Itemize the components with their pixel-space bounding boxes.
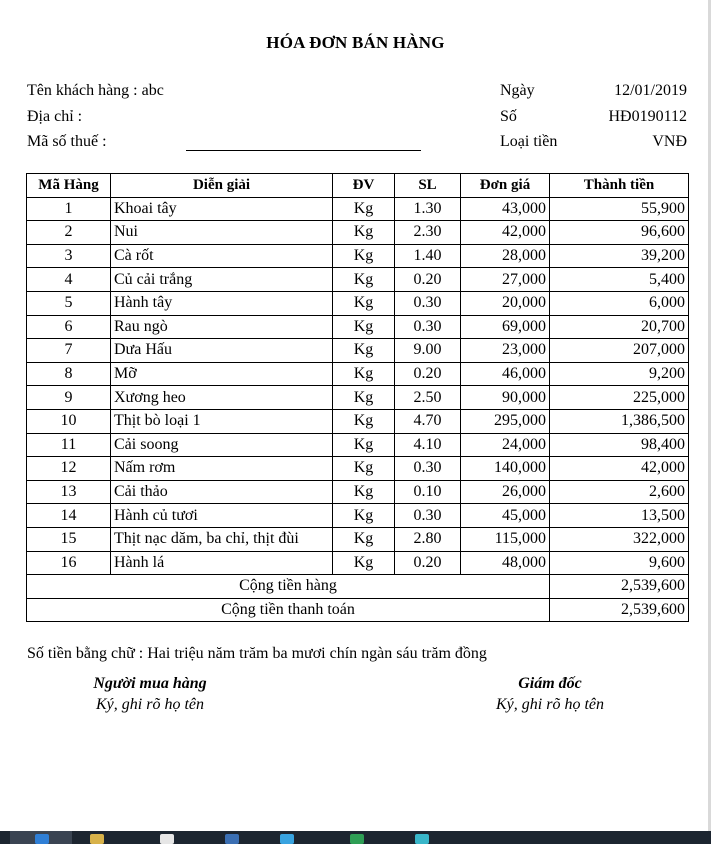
- item-quantity: 0.10: [395, 480, 461, 504]
- currency-label: Loại tiền: [500, 133, 558, 150]
- item-description: Thịt bò loại 1: [111, 409, 333, 433]
- item-amount: 6,000: [550, 291, 689, 315]
- header-unit: ĐV: [333, 174, 395, 198]
- invoice-number-label: Số: [500, 108, 517, 125]
- item-code: 15: [27, 527, 111, 551]
- header-amount: Thành tiền: [550, 174, 689, 198]
- item-unit: Kg: [333, 504, 395, 528]
- item-quantity: 0.30: [395, 291, 461, 315]
- item-unit: Kg: [333, 409, 395, 433]
- item-code: 9: [27, 386, 111, 410]
- item-unit: Kg: [333, 551, 395, 575]
- item-amount: 9,600: [550, 551, 689, 575]
- table-row: [27, 433, 689, 457]
- item-code: 10: [27, 409, 111, 433]
- item-code: 12: [27, 457, 111, 481]
- table-row: [27, 527, 689, 551]
- header-quantity: SL: [395, 174, 461, 198]
- item-code: 7: [27, 339, 111, 363]
- item-amount: 2,600: [550, 480, 689, 504]
- item-unit-price: 43,000: [461, 197, 550, 221]
- item-code: 16: [27, 551, 111, 575]
- item-code: 13: [27, 480, 111, 504]
- item-amount: 55,900: [550, 197, 689, 221]
- item-unit-price: 90,000: [461, 386, 550, 410]
- buyer-title: Người mua hàng: [93, 675, 207, 692]
- item-unit-price: 46,000: [461, 362, 550, 386]
- item-unit: Kg: [333, 433, 395, 457]
- item-quantity: 0.30: [395, 457, 461, 481]
- item-unit-price: 20,000: [461, 291, 550, 315]
- amount-in-words: Số tiền bằng chữ : Hai triệu năm trăm ba mươi chín ngàn sáu trăm đồng: [27, 645, 487, 662]
- table-row: [27, 221, 689, 245]
- table-row: [27, 457, 689, 481]
- item-quantity: 4.70: [395, 409, 461, 433]
- item-description: Hành củ tươi: [111, 504, 333, 528]
- item-description: Củ cải trắng: [111, 268, 333, 292]
- item-amount: 225,000: [550, 386, 689, 410]
- item-unit: Kg: [333, 244, 395, 268]
- item-quantity: 0.30: [395, 504, 461, 528]
- item-unit-price: 24,000: [461, 433, 550, 457]
- table-row: [27, 409, 689, 433]
- table-row: [27, 339, 689, 363]
- director-title: Giám đốc: [518, 675, 582, 692]
- item-quantity: 0.20: [395, 551, 461, 575]
- item-description: Hành lá: [111, 551, 333, 575]
- item-description: Cà rốt: [111, 244, 333, 268]
- item-quantity: 9.00: [395, 339, 461, 363]
- director-signature-block: [460, 675, 640, 714]
- item-amount: 13,500: [550, 504, 689, 528]
- invoice-title: HÓA ĐƠN BÁN HÀNG: [266, 33, 445, 52]
- customer-name: Tên khách hàng : abc: [27, 82, 164, 99]
- table-header-row: [27, 174, 689, 198]
- item-quantity: 0.20: [395, 362, 461, 386]
- tax-code-underline: [186, 150, 421, 151]
- item-code: 8: [27, 362, 111, 386]
- taskbar-app-icon[interactable]: [90, 834, 104, 844]
- item-amount: 5,400: [550, 268, 689, 292]
- table-row: [27, 480, 689, 504]
- item-code: 14: [27, 504, 111, 528]
- item-code: 3: [27, 244, 111, 268]
- total-label: Cộng tiền thanh toán: [27, 598, 550, 622]
- item-unit-price: 42,000: [461, 221, 550, 245]
- item-unit: Kg: [333, 268, 395, 292]
- customer-address: Địa chỉ :: [27, 108, 83, 125]
- taskbar-app-icon[interactable]: [415, 834, 429, 844]
- item-amount: 42,000: [550, 457, 689, 481]
- table-row: [27, 268, 689, 292]
- item-amount: 98,400: [550, 433, 689, 457]
- taskbar-app-icon[interactable]: [160, 834, 174, 844]
- subtotal-value: 2,539,600: [550, 575, 689, 599]
- item-unit-price: 28,000: [461, 244, 550, 268]
- item-quantity: 0.20: [395, 268, 461, 292]
- item-quantity: 2.80: [395, 527, 461, 551]
- invoice-number-value: HĐ0190112: [608, 108, 687, 125]
- table-row: [27, 315, 689, 339]
- subtotal-row: [27, 575, 689, 599]
- item-code: 1: [27, 197, 111, 221]
- item-unit-price: 295,000: [461, 409, 550, 433]
- item-code: 6: [27, 315, 111, 339]
- item-description: Cải soong: [111, 433, 333, 457]
- item-unit-price: 23,000: [461, 339, 550, 363]
- table-row: [27, 362, 689, 386]
- currency-value: VNĐ: [652, 133, 687, 150]
- item-description: Xương heo: [111, 386, 333, 410]
- item-code: 5: [27, 291, 111, 315]
- customer-tax-code: Mã số thuế :: [27, 133, 107, 150]
- item-unit: Kg: [333, 221, 395, 245]
- taskbar-app-icon[interactable]: [350, 834, 364, 844]
- table-row: [27, 197, 689, 221]
- item-amount: 1,386,500: [550, 409, 689, 433]
- item-unit-price: 27,000: [461, 268, 550, 292]
- table-row: [27, 386, 689, 410]
- item-amount: 96,600: [550, 221, 689, 245]
- item-quantity: 4.10: [395, 433, 461, 457]
- table-row: [27, 244, 689, 268]
- buyer-signature-block: [60, 675, 240, 714]
- item-unit-price: 140,000: [461, 457, 550, 481]
- item-unit-price: 45,000: [461, 504, 550, 528]
- date-value: 12/01/2019: [614, 82, 687, 99]
- item-unit: Kg: [333, 386, 395, 410]
- item-unit: Kg: [333, 315, 395, 339]
- item-quantity: 1.30: [395, 197, 461, 221]
- total-row: [27, 598, 689, 622]
- item-unit: Kg: [333, 457, 395, 481]
- item-description: Dưa Hấu: [111, 339, 333, 363]
- item-quantity: 0.30: [395, 315, 461, 339]
- item-description: Nui: [111, 221, 333, 245]
- header-description: Diễn giải: [111, 174, 333, 198]
- item-code: 4: [27, 268, 111, 292]
- item-code: 2: [27, 221, 111, 245]
- item-unit: Kg: [333, 339, 395, 363]
- taskbar-app-icon[interactable]: [35, 834, 49, 844]
- item-quantity: 1.40: [395, 244, 461, 268]
- subtotal-label: Cộng tiền hàng: [27, 575, 550, 599]
- item-amount: 20,700: [550, 315, 689, 339]
- item-unit: Kg: [333, 362, 395, 386]
- item-unit: Kg: [333, 480, 395, 504]
- item-description: Thịt nạc dăm, ba chỉ, thịt đùi: [111, 527, 333, 551]
- invoice-table: [26, 173, 689, 622]
- total-value: 2,539,600: [550, 598, 689, 622]
- date-label: Ngày: [500, 82, 535, 99]
- item-description: Khoai tây: [111, 197, 333, 221]
- item-amount: 9,200: [550, 362, 689, 386]
- item-unit-price: 26,000: [461, 480, 550, 504]
- item-amount: 322,000: [550, 527, 689, 551]
- table-row: [27, 551, 689, 575]
- item-quantity: 2.30: [395, 221, 461, 245]
- item-unit: Kg: [333, 527, 395, 551]
- director-note: Ký, ghi rõ họ tên: [496, 696, 604, 713]
- item-description: Hành tây: [111, 291, 333, 315]
- taskbar-app-icon[interactable]: [280, 834, 294, 844]
- item-description: Mỡ: [111, 362, 333, 386]
- item-unit: Kg: [333, 291, 395, 315]
- table-row: [27, 291, 689, 315]
- item-unit-price: 69,000: [461, 315, 550, 339]
- item-amount: 39,200: [550, 244, 689, 268]
- taskbar-app-icon[interactable]: [225, 834, 239, 844]
- table-row: [27, 504, 689, 528]
- header-code: Mã Hàng: [27, 174, 111, 198]
- item-amount: 207,000: [550, 339, 689, 363]
- item-code: 11: [27, 433, 111, 457]
- buyer-note: Ký, ghi rõ họ tên: [96, 696, 204, 713]
- item-unit-price: 115,000: [461, 527, 550, 551]
- item-description: Nấm rơm: [111, 457, 333, 481]
- item-quantity: 2.50: [395, 386, 461, 410]
- item-unit: Kg: [333, 197, 395, 221]
- item-description: Cải thảo: [111, 480, 333, 504]
- taskbar: [0, 831, 711, 844]
- item-description: Rau ngò: [111, 315, 333, 339]
- header-unit-price: Đơn giá: [461, 174, 550, 198]
- item-unit-price: 48,000: [461, 551, 550, 575]
